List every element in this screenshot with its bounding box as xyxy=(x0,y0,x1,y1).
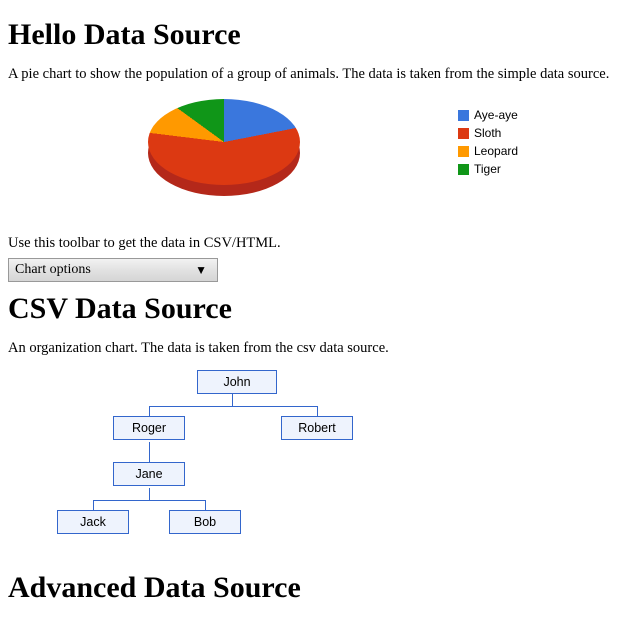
org-node-john[interactable]: John xyxy=(197,370,277,394)
legend-swatch-icon xyxy=(458,146,469,157)
org-connector xyxy=(149,406,317,407)
org-connector xyxy=(93,500,205,501)
csv-data-source-description: An organization chart. The data is taken from the csv data source. xyxy=(8,339,389,356)
pie-slice-sloth xyxy=(148,99,300,185)
legend-swatch-icon xyxy=(458,110,469,121)
legend-label: Aye-aye xyxy=(474,108,518,123)
org-node-roger[interactable]: Roger xyxy=(113,416,185,440)
org-node-jane[interactable]: Jane xyxy=(113,462,185,486)
chart-options-dropdown[interactable] xyxy=(8,258,218,282)
legend-item[interactable] xyxy=(458,162,518,178)
legend-item[interactable] xyxy=(458,126,518,142)
org-node-bob[interactable]: Bob xyxy=(169,510,241,534)
org-connector xyxy=(232,394,233,406)
org-connector xyxy=(149,442,150,464)
legend-item[interactable] xyxy=(458,108,518,124)
legend-label: Leopard xyxy=(474,144,519,159)
chart-options-label: Chart options xyxy=(15,261,91,277)
legend-item[interactable] xyxy=(458,144,518,160)
toolbar-note: Use this toolbar to get the data in CSV/HTML. xyxy=(8,234,281,251)
org-connector xyxy=(149,488,150,500)
hello-data-source-description: A pie chart to show the population of a group of animals. The data is taken from the simple data source. xyxy=(8,66,610,82)
pie-chart-legend xyxy=(458,108,518,180)
chevron-down-icon: ▼ xyxy=(195,262,207,277)
org-chart xyxy=(8,368,628,553)
advanced-data-source-title: Advanced Data Source xyxy=(8,570,301,604)
csv-data-source-title: CSV Data Source xyxy=(8,291,232,325)
org-node-robert[interactable]: Robert xyxy=(281,416,353,440)
legend-label: Sloth xyxy=(474,126,502,141)
pie-chart-block xyxy=(8,94,628,219)
org-node-jack[interactable]: Jack xyxy=(57,510,129,534)
hello-data-source-title: Hello Data Source xyxy=(8,18,241,51)
legend-swatch-icon xyxy=(458,164,469,175)
legend-label: Tiger xyxy=(474,162,501,177)
legend-swatch-icon xyxy=(458,128,469,139)
pie-chart-top-face xyxy=(148,99,300,185)
pie-chart[interactable] xyxy=(148,94,308,204)
